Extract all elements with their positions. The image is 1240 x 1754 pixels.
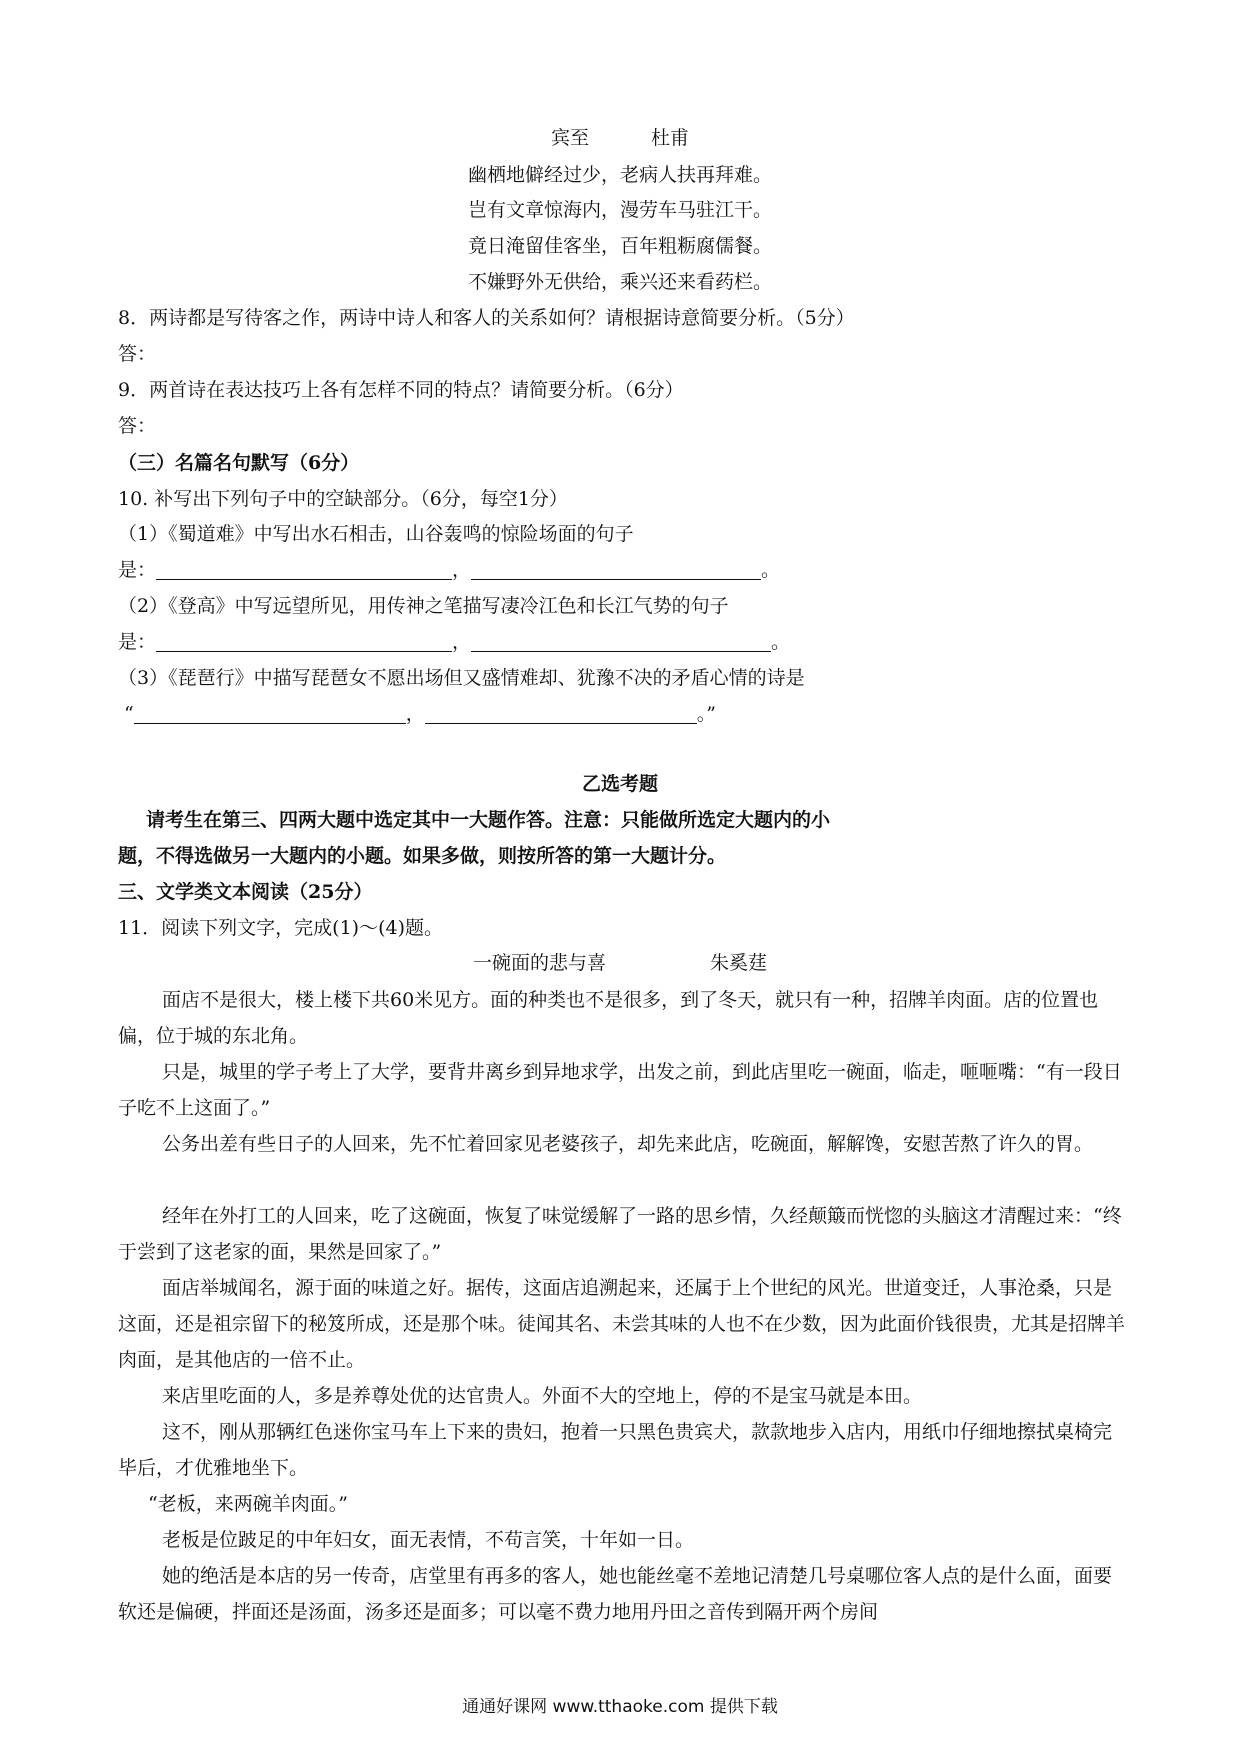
end-quote: 。” (696, 703, 716, 725)
elective-note: 题，不得选做另一大题内的小题。如果多做，则按所答的第一大题计分。 (118, 845, 727, 867)
poem-author: 杜甫 (651, 127, 690, 149)
fill-blank[interactable] (471, 561, 761, 580)
fill-blank[interactable] (425, 705, 697, 724)
question-8: 8．两诗都是写待客之作，两诗中诗人和客人的关系如何？请根据诗意简要分析。（5分） (118, 307, 855, 329)
fill-blank[interactable] (156, 633, 452, 652)
q10-item-3: （3）《琵琶行》中描写琵琶女不愿出场但又盛情难却、犹豫不决的矛盾心情的诗是 (118, 667, 805, 689)
story-paragraph: 老板是位跛足的中年妇女，面无表情，不苟言笑，十年如一日。 (162, 1529, 695, 1551)
story-paragraph: “老板，来两碗羊肉面。” (148, 1493, 348, 1515)
open-quote: “ (124, 703, 134, 725)
story-paragraph: 公务出差有些日子的人回来，先不忙着回家见老婆孩子，却先来此店，吃碗面，解解馋，安慰苦熬了许久的胃。 (162, 1133, 1094, 1155)
story-paragraph: 只是，城里的学子考上了大学，要背井离乡到异地求学，出发之前，到此店里吃一碗面，临走，咂咂嘴：“有一段日子吃不上这面了。” (118, 1061, 1122, 1119)
story-paragraph: 这不，刚从那辆红色迷你宝马车上下来的贵妇，抱着一只黑色贵宾犬，款款地步入店内，用纸巾仔细地擦拭桌椅完毕后，才优雅地坐下。 (118, 1421, 1113, 1479)
poem-line: 幽栖地僻经过少，老病人扶再拜难。 (467, 164, 772, 186)
q10-item-1: （1）《蜀道难》中写出水石相击，山谷轰鸣的惊险场面的句子 (118, 523, 634, 545)
q10-item-1-answer (118, 558, 780, 582)
poem-line: 竟日淹留佳客坐，百年粗粝腐儒餐。 (467, 235, 772, 257)
answer-label: 答： (118, 343, 157, 365)
elective-title: 乙选考题 (581, 773, 658, 795)
story-heading (0, 951, 1240, 975)
section-title-recitation: （三）名篇名句默写（6分） (118, 452, 360, 474)
page-footer: 通通好课网 www.tthaoke.com 提供下载 (462, 1697, 778, 1717)
story-paragraph: 面店举城闻名，源于面的味道之好。据传，这面店追溯起来，还属于上个世纪的风光。世道变迁，人事沧桑，只是这面，还是祖宗留下的秘笈所成，还是那个味。徒闻其名、未尝其味的人也不在少数，因为此面价钱很贵，尤其是招牌羊肉面，是其他店的一倍不止。 (118, 1277, 1126, 1371)
story-paragraph: 来店里吃面的人，多是养尊处优的达官贵人。外面不大的空地上，停的不是宝马就是本田。 (162, 1385, 923, 1407)
period: 。 (761, 559, 781, 581)
question-9: 9．两首诗在表达技巧上各有怎样不同的特点？请简要分析。（6分） (118, 379, 684, 401)
story-paragraph: 面店不是很大，楼上楼下共60米见方。面的种类也不是很多，到了冬天，就只有一种，招牌羊肉面。店的位置也偏，位于城的东北角。 (118, 989, 1099, 1047)
comma: ， (452, 559, 472, 581)
story-author: 朱奚莛 (710, 952, 768, 974)
answer-label: 答： (118, 415, 157, 437)
period: 。 (771, 631, 791, 653)
poem-title: 宾至 (550, 127, 589, 149)
poem-heading (0, 126, 1240, 150)
fill-blank[interactable] (156, 561, 452, 580)
comma: ， (405, 703, 425, 725)
elective-note: 请考生在第三、四两大题中选定其中一大题作答。注意：只能做所选定大题内的小 (146, 809, 831, 831)
fill-blank[interactable] (471, 633, 771, 652)
story-paragraph: 经年在外打工的人回来，吃了这碗面，恢复了味觉缓解了一路的思乡情，久经颠簸而恍惚的头脑这才清醒过来：“终于尝到了这老家的面，果然是回家了。” (118, 1205, 1122, 1263)
story-title: 一碗面的悲与喜 (472, 952, 606, 974)
q10-item-2: （2）《登高》中写远望所见，用传神之笔描写凄冷江色和长江气势的句子 (118, 595, 729, 617)
q10-item-2-answer (118, 630, 790, 654)
q10-item-3-answer (124, 702, 716, 726)
question-10: 10. 补写出下列句子中的空缺部分。（6分，每空1分） (118, 488, 568, 510)
answer-prefix: 是： (118, 559, 157, 581)
fill-blank[interactable] (134, 705, 406, 724)
poem-line: 不嫌野外无供给，乘兴还来看药栏。 (467, 271, 772, 293)
question-11: 11．阅读下列文字，完成(1)～(4)题。 (118, 917, 444, 939)
answer-prefix: 是： (118, 631, 157, 653)
section-title-literary: 三、文学类文本阅读（25分） (118, 881, 373, 903)
comma: ， (452, 631, 472, 653)
poem-line: 岂有文章惊海内，漫劳车马驻江干。 (467, 199, 772, 221)
story-paragraph: 她的绝活是本店的另一传奇，店堂里有再多的客人，她也能丝毫不差地记清楚几号桌哪位客人点的是什么面，面要软还是偏硬，拌面还是汤面，汤多还是面多；可以毫不费力地用丹田之音传到隔开两个房间 (118, 1565, 1113, 1623)
